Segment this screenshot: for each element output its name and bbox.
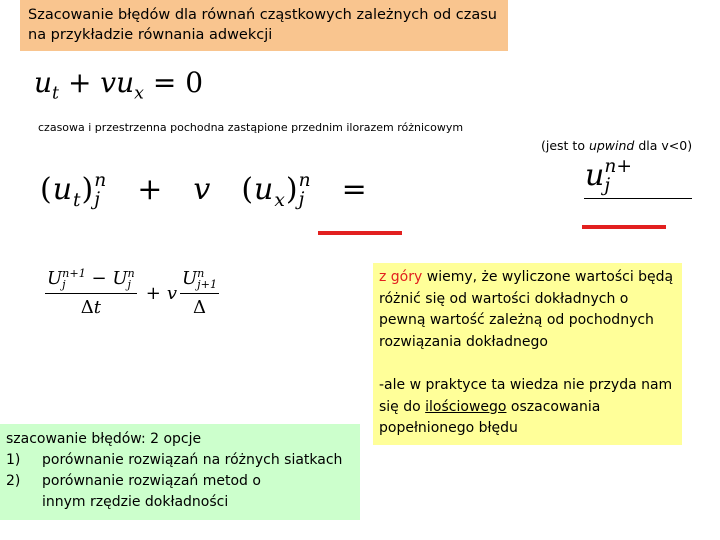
truncation-equation: $(u_t)$ n j + v $(u_x)$ n j = [40,170,368,211]
underlined-term: ilościowego [425,398,507,415]
list-item-number: 1) [6,452,21,468]
red-underline-marker [582,225,666,229]
error-estimation-options [0,424,360,520]
upwind-term: upwind [588,138,635,153]
time-difference-fraction: U n+1 j − U n j Δt [47,267,135,319]
list-item [6,471,354,492]
list-item [6,450,354,471]
options-heading: szacowanie błędów: 2 opcje [6,431,202,447]
upwind-note-prefix: (jest to [541,138,589,153]
red-underline-marker [318,231,402,235]
note-paragraph-1-text: wiemy, że wyliczone wartości będą różnić się od wartości dokładnych o pewną wartość zależną od pochodnych rozwiązania dokładnego [379,269,674,350]
list-item-continuation: innym rzędzie dokładności [42,494,229,510]
discretization-caption: czasowa i przestrzenna pochodna zastąpione przednim ilorazem różnicowym [38,121,464,134]
space-difference-fraction: U n j+1 Δ [182,267,218,319]
note-paragraph-2-end: oszacowania popełnionego błędu [379,398,601,436]
upwind-note-suffix: dla v<0) [634,138,693,153]
note-paragraph-2-text: -ale w praktyce ta wiedza nie przyda nam się do [379,377,673,415]
error-knowledge-note [373,263,682,445]
list-item-number: 2) [6,473,21,489]
note-paragraph-1 [379,267,676,353]
note-paragraph-2 [379,375,676,440]
upwind-note [541,138,692,153]
fraction-line [584,198,692,199]
title-line-2: na przykładzie równania adwekcji [28,27,273,43]
truncation-rhs: u n+ j [585,156,632,196]
highlight-phrase: z góry [379,269,423,285]
list-item-text: porównanie rozwiązań metod o [42,473,261,489]
list-item-text: porównanie rozwiązań na różnych siatkach [42,452,343,468]
difference-scheme-equation: U n+1 j − U n j Δt + v U n j+1 Δ [47,267,218,319]
title-line-1: Szacowanie błędów dla równań cząstkowych zależnych od czasu [28,7,497,23]
advection-equation: $u_t + vu_x = 0$ [34,66,204,104]
title-box [20,0,508,51]
